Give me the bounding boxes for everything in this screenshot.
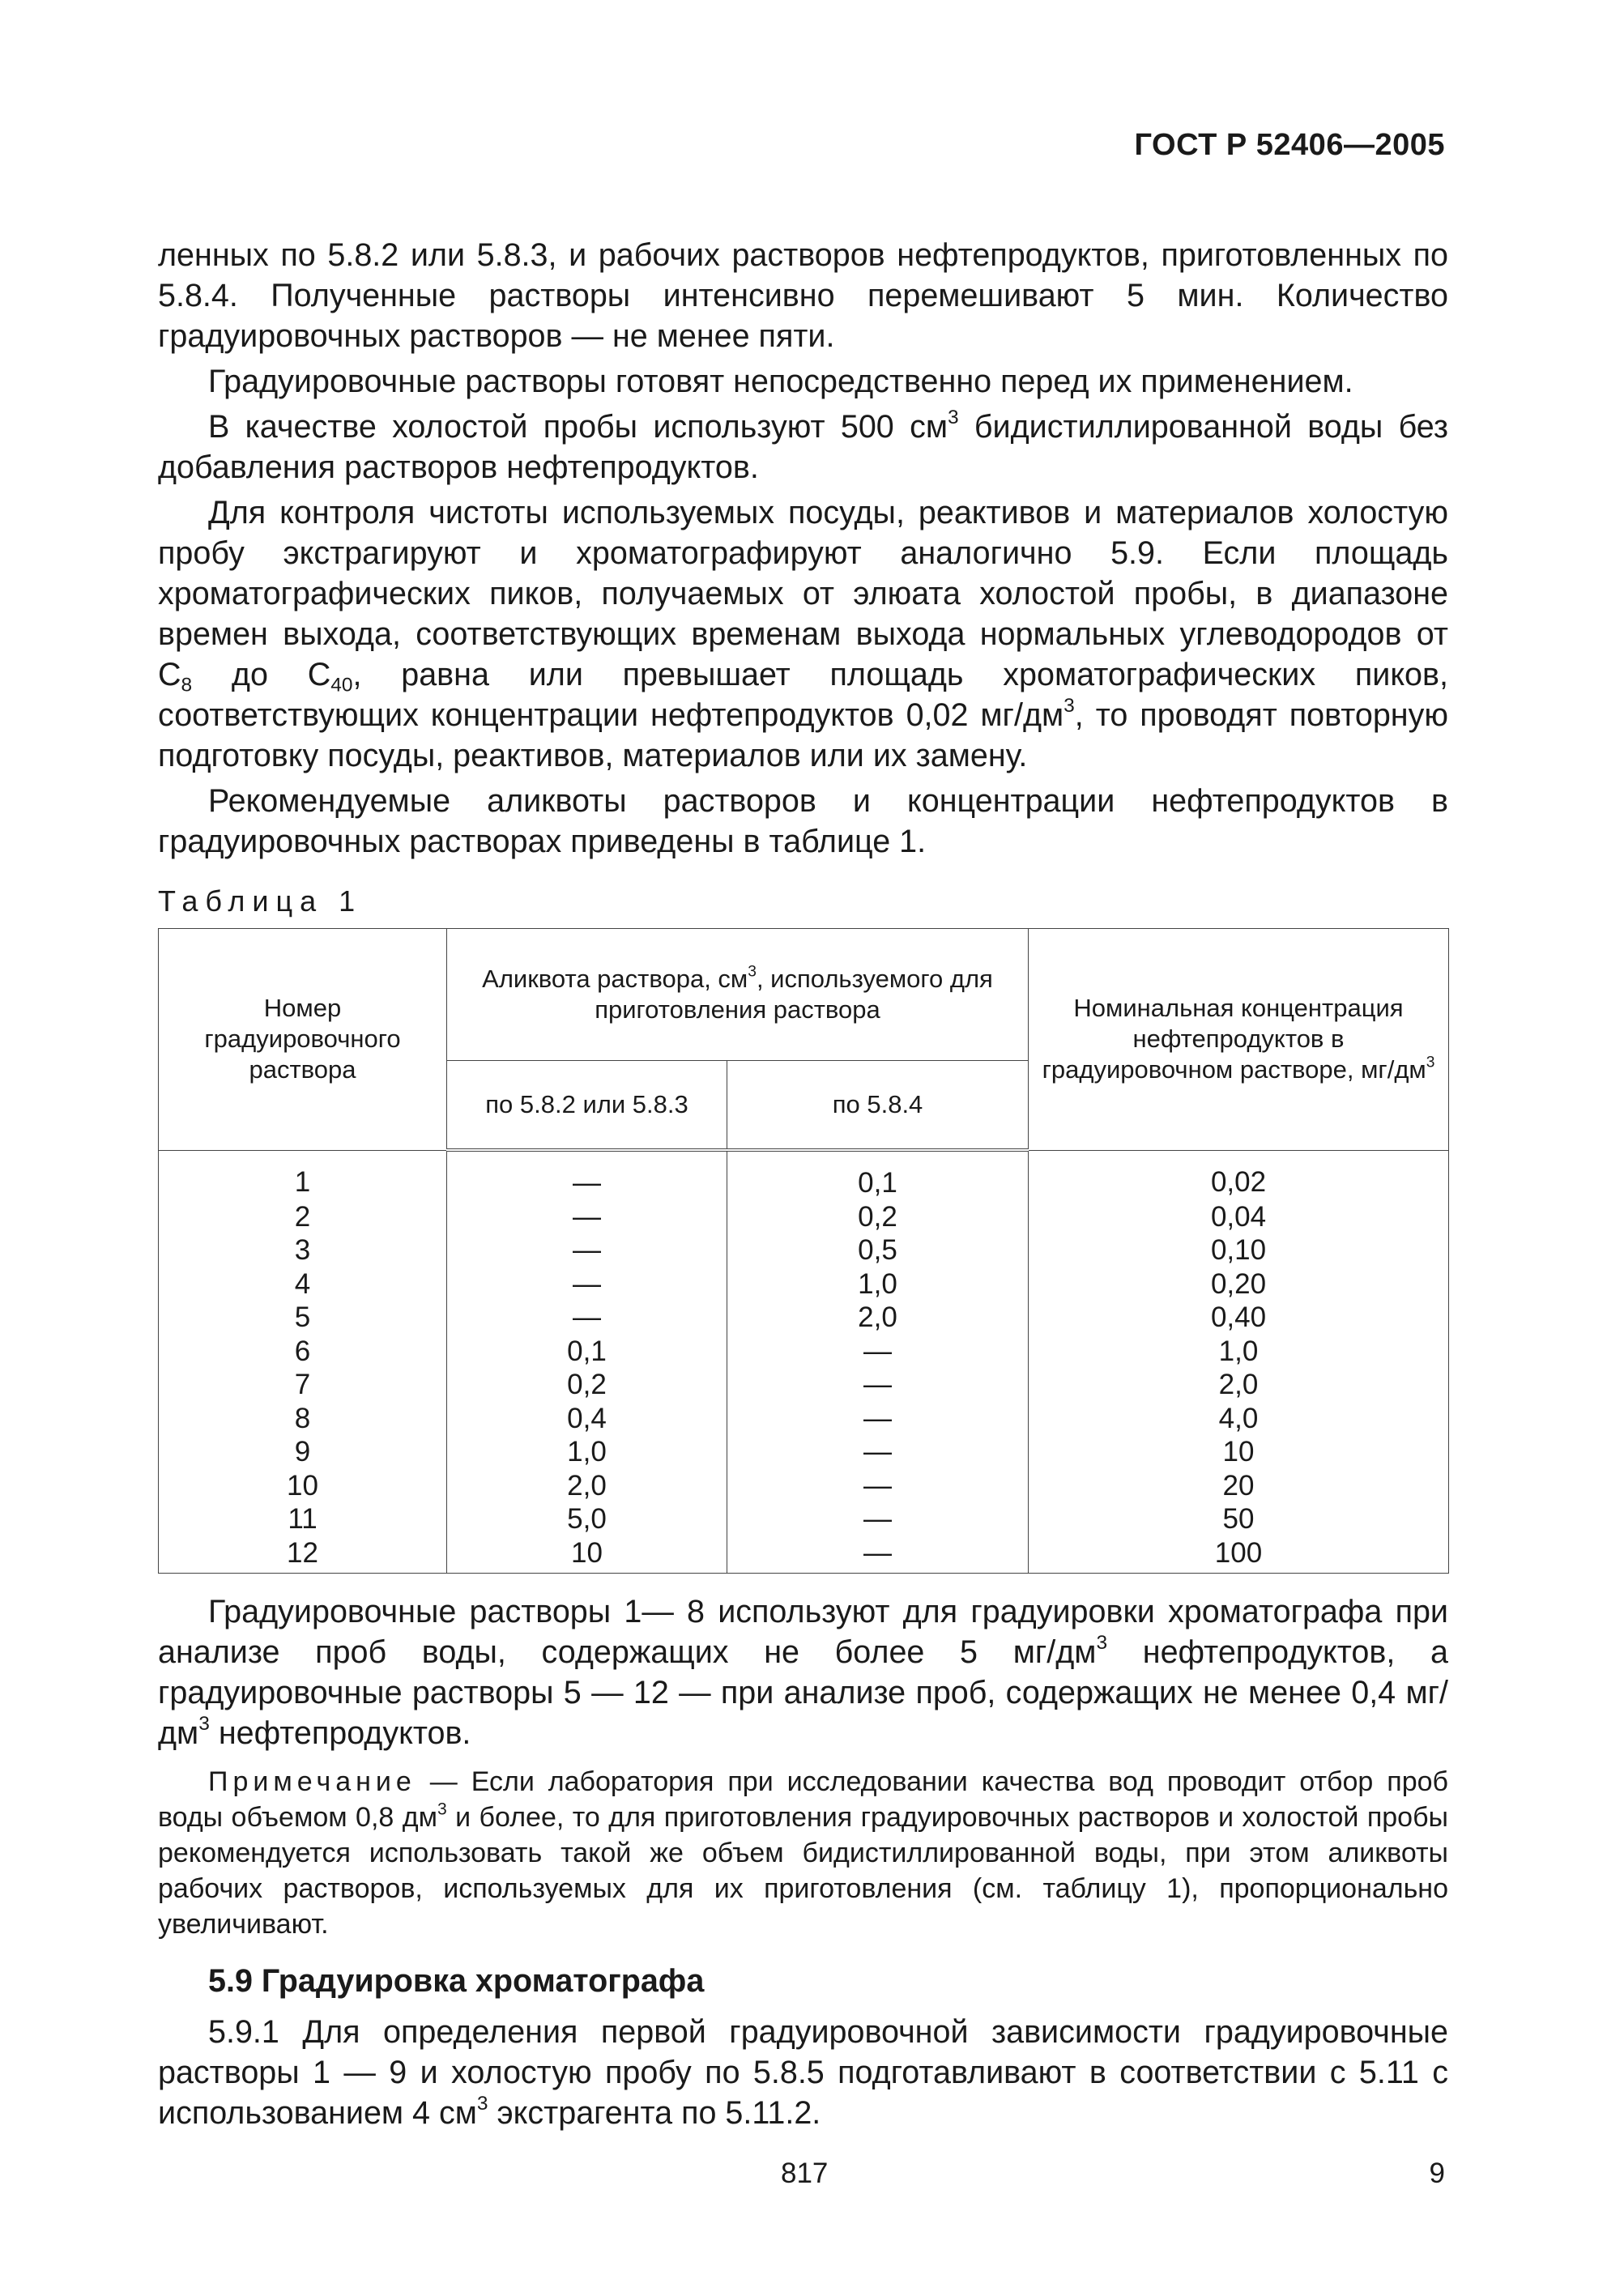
- table-cell: 5,0: [447, 1502, 727, 1536]
- table-cell: 3: [159, 1233, 447, 1267]
- paragraph: Для контроля чистоты используемых посуды, реактивов и материалов холостую пробу экстрагируют и хроматографируют аналогично 5.9. Если площадь хроматографических пиков, получаемых от элюата холостой пробы, в диапазоне времен выхода, соответствующих временам выхода нормальных углеводородов от $С_8$ до $С_{40}$, равна или превышает площадь хроматографических пиков, соответствующих концентрации нефтепродуктов 0,02 $мг/дм^3$, то проводят повторную подготовку посуды, реактивов, материалов или их замену.: [158, 495, 1448, 773]
- table-row: [159, 1435, 1449, 1469]
- table-row: [159, 1150, 1449, 1200]
- table-cell: 1,0: [1029, 1335, 1449, 1369]
- table-row: [159, 1301, 1449, 1335]
- body-text-block-2: [158, 1591, 1448, 1758]
- table-cell: —: [727, 1435, 1029, 1469]
- table-cell: 0,1: [447, 1335, 727, 1369]
- table-cell: 2,0: [727, 1301, 1029, 1335]
- table-cell: 0,02: [1029, 1150, 1449, 1200]
- table-cell: 9: [159, 1435, 447, 1469]
- table-cell: —: [727, 1536, 1029, 1574]
- table-cell: 4: [159, 1267, 447, 1301]
- note: Примечание — Если лаборатория при исследовании качества вод проводит отбор проб воды объемом 0,8 $дм^3$ и более, то для приготовления градуировочных растворов и холостой пробы рекомендуется использовать такой же объем бидистиллированной воды, при этом аликвоты рабочих растворов, используемых для их приготовления (см. таблицу 1), пропорционально увеличивают.: [158, 1766, 1448, 1940]
- paragraph: В качестве холостой пробы используют 500 $см^3$ бидистиллированной воды без добавления растворов нефтепродуктов.: [158, 406, 1448, 485]
- table-cell: 0,2: [727, 1200, 1029, 1234]
- section-title: 5.9 Градуировка хроматографа: [208, 1963, 705, 1999]
- table-cell: —: [727, 1469, 1029, 1503]
- note-label: Примечание: [208, 1766, 416, 1797]
- paragraph: 5.9.1 Для определения первой градуировочной зависимости градуировочные растворы 1 — 9 и холостую пробу по 5.8.5 подготавливают в соответствии с 5.11 с использованием 4 $см^3$ экстрагента по 5.11.2.: [158, 2014, 1448, 2131]
- table-caption: Таблица 1: [158, 884, 363, 918]
- table-cell: —: [727, 1368, 1029, 1402]
- paragraph: Градуировочные растворы готовят непосредственно перед их применением.: [208, 364, 1353, 399]
- table-cell: 12: [159, 1536, 447, 1574]
- table-cell: 0,4: [447, 1402, 727, 1436]
- table-cell: 10: [1029, 1435, 1449, 1469]
- table-row: [159, 1200, 1449, 1234]
- document-standard-header: ГОСТ Р 52406—2005: [1134, 128, 1445, 162]
- sub-column-header-5-8-4: по 5.8.4: [727, 1061, 1029, 1151]
- table-cell: 2: [159, 1200, 447, 1234]
- calibration-table: [158, 928, 1449, 1574]
- table-cell: 0,20: [1029, 1267, 1449, 1301]
- table-cell: 5: [159, 1301, 447, 1335]
- table-cell: 2,0: [447, 1469, 727, 1503]
- table-cell: —: [727, 1402, 1029, 1436]
- sub-column-header-5-8-2: по 5.8.2 или 5.8.3: [447, 1061, 727, 1151]
- table-cell: 0,2: [447, 1368, 727, 1402]
- table-cell: —: [447, 1150, 727, 1200]
- table-cell: 50: [1029, 1502, 1449, 1536]
- table-cell: 0,40: [1029, 1301, 1449, 1335]
- table-cell: 11: [159, 1502, 447, 1536]
- body-text-block-3: [158, 2012, 1448, 2138]
- table-cell: 0,10: [1029, 1233, 1449, 1267]
- table-cell: —: [727, 1335, 1029, 1369]
- table-cell: 1: [159, 1150, 447, 1200]
- table-cell: —: [447, 1301, 727, 1335]
- table-row: [159, 1233, 1449, 1267]
- table-cell: 8: [159, 1402, 447, 1436]
- table-cell: 10: [447, 1536, 727, 1574]
- paragraph: Градуировочные растворы 1— 8 используют для градуировки хроматографа при анализе проб воды, содержащих не более 5 $мг/дм^3$ нефтепродуктов, а градуировочные растворы 5 — 12 — при анализе проб, содержащих не менее 0,4 $мг/дм^3$ нефтепродуктов.: [158, 1594, 1448, 1751]
- body-text-block-1: [158, 235, 1448, 867]
- table-cell: —: [727, 1502, 1029, 1536]
- table-cell: —: [447, 1267, 727, 1301]
- table-row: [159, 1469, 1449, 1503]
- table-cell: —: [447, 1233, 727, 1267]
- table-cell: 0,1: [727, 1150, 1029, 1200]
- column-header-aliquot: Аликвота раствора, $см^3$, используемого для приготовления раствора: [447, 929, 1029, 1061]
- paragraph: ленных по 5.8.2 или 5.8.3, и рабочих растворов нефтепродуктов, приготовленных по 5.8.4. Полученные растворы интенсивно перемешивают 5 мин. Количество градуировочных растворов — не менее пяти.: [158, 237, 1448, 354]
- table-cell: 2,0: [1029, 1368, 1449, 1402]
- table-cell: —: [447, 1200, 727, 1234]
- center-page-number: 817: [781, 2158, 829, 2189]
- table-cell: 1,0: [727, 1267, 1029, 1301]
- paragraph: Рекомендуемые аликвоты растворов и концентрации нефтепродуктов в градуировочных растворах приведены в таблице 1.: [158, 783, 1448, 859]
- table-row: [159, 1267, 1449, 1301]
- table-cell: 6: [159, 1335, 447, 1369]
- table-row: [159, 1502, 1449, 1536]
- table-row: [159, 1536, 1449, 1574]
- table-cell: 1,0: [447, 1435, 727, 1469]
- table-cell: 10: [159, 1469, 447, 1503]
- table-cell: 0,04: [1029, 1200, 1449, 1234]
- table-cell: 4,0: [1029, 1402, 1449, 1436]
- table-cell: 100: [1029, 1536, 1449, 1574]
- table-row: [159, 1368, 1449, 1402]
- page-number: 9: [1429, 2158, 1445, 2189]
- table-cell: 7: [159, 1368, 447, 1402]
- table-cell: 0,5: [727, 1233, 1029, 1267]
- table-cell: 20: [1029, 1469, 1449, 1503]
- column-header-concentration: Номинальная концентрация нефтепродуктов в градуировочном растворе, $мг/дм^3$: [1029, 929, 1449, 1151]
- table-row: [159, 1402, 1449, 1436]
- column-header-number: Номер градуировочного раствора: [159, 929, 447, 1151]
- table-row: [159, 1335, 1449, 1369]
